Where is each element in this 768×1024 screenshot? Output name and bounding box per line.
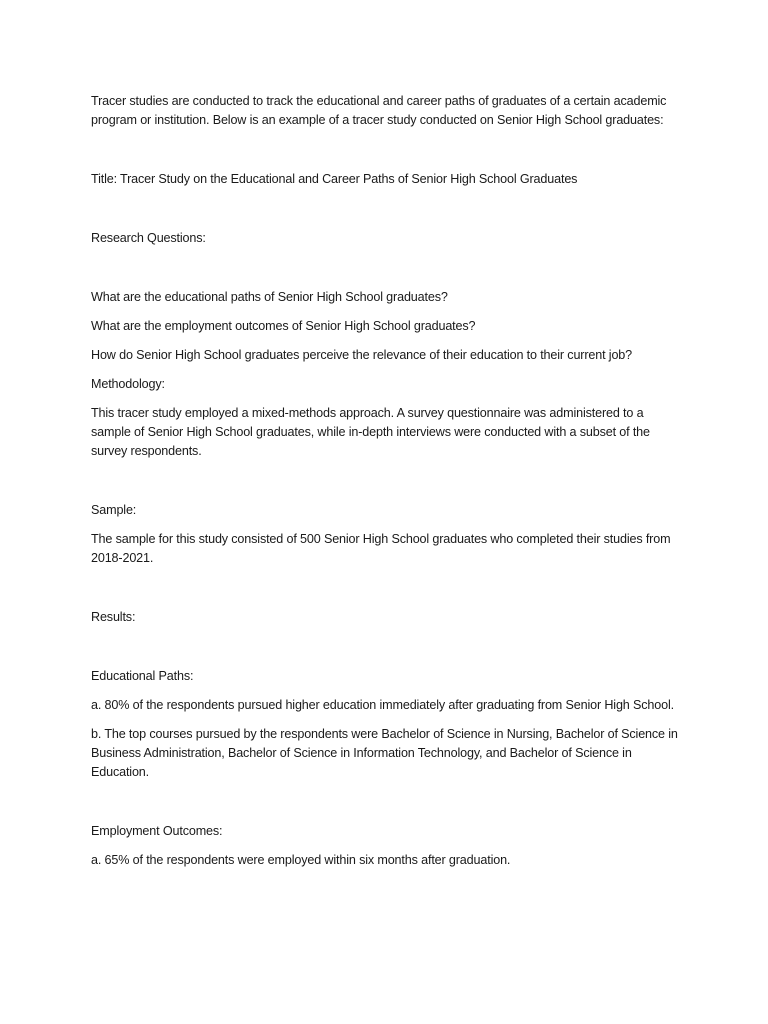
educational-item-b: b. The top courses pursued by the respondents were Bachelor of Science in Nursing, Bachelor of Science in Business Administration, Bachelor of Science in Information Technology, and Bachelor of Science in Education. (91, 727, 678, 779)
sample-paragraph: The sample for this study consisted of 500 Senior High School graduates who completed their studies from 2018-2021. (91, 532, 671, 565)
question-item-3: How do Senior High School graduates perceive the relevance of their education to their current job? (91, 348, 633, 362)
research-questions-heading: Research Questions: (91, 231, 206, 245)
employment-item-a: a. 65% of the respondents were employed within six months after graduation. (91, 853, 511, 867)
sample-heading: Sample: (91, 503, 137, 517)
question-item-2: What are the employment outcomes of Senior High School graduates? (91, 319, 476, 333)
question-item-1: What are the educational paths of Senior High School graduates? (91, 290, 448, 304)
results-heading: Results: (91, 610, 136, 624)
intro-paragraph: Tracer studies are conducted to track the educational and career paths of graduates of a certain academic program or institution. Below is an example of a tracer study conducted on Senior High School graduates: (91, 94, 667, 127)
methodology-paragraph: This tracer study employed a mixed-methods approach. A survey questionnaire was administered to a sample of Senior High School graduates, while in-depth interviews were conducted with a subset of the survey respondents. (91, 406, 650, 458)
employment-outcomes-heading: Employment Outcomes: (91, 824, 223, 838)
methodology-heading: Methodology: (91, 377, 165, 391)
educational-item-a: a. 80% of the respondents pursued higher education immediately after graduating from Senior High School. (91, 698, 674, 712)
title-line: Title: Tracer Study on the Educational and Career Paths of Senior High School Graduates (91, 172, 578, 186)
educational-paths-heading: Educational Paths: (91, 669, 194, 683)
document-body (91, 92, 686, 870)
